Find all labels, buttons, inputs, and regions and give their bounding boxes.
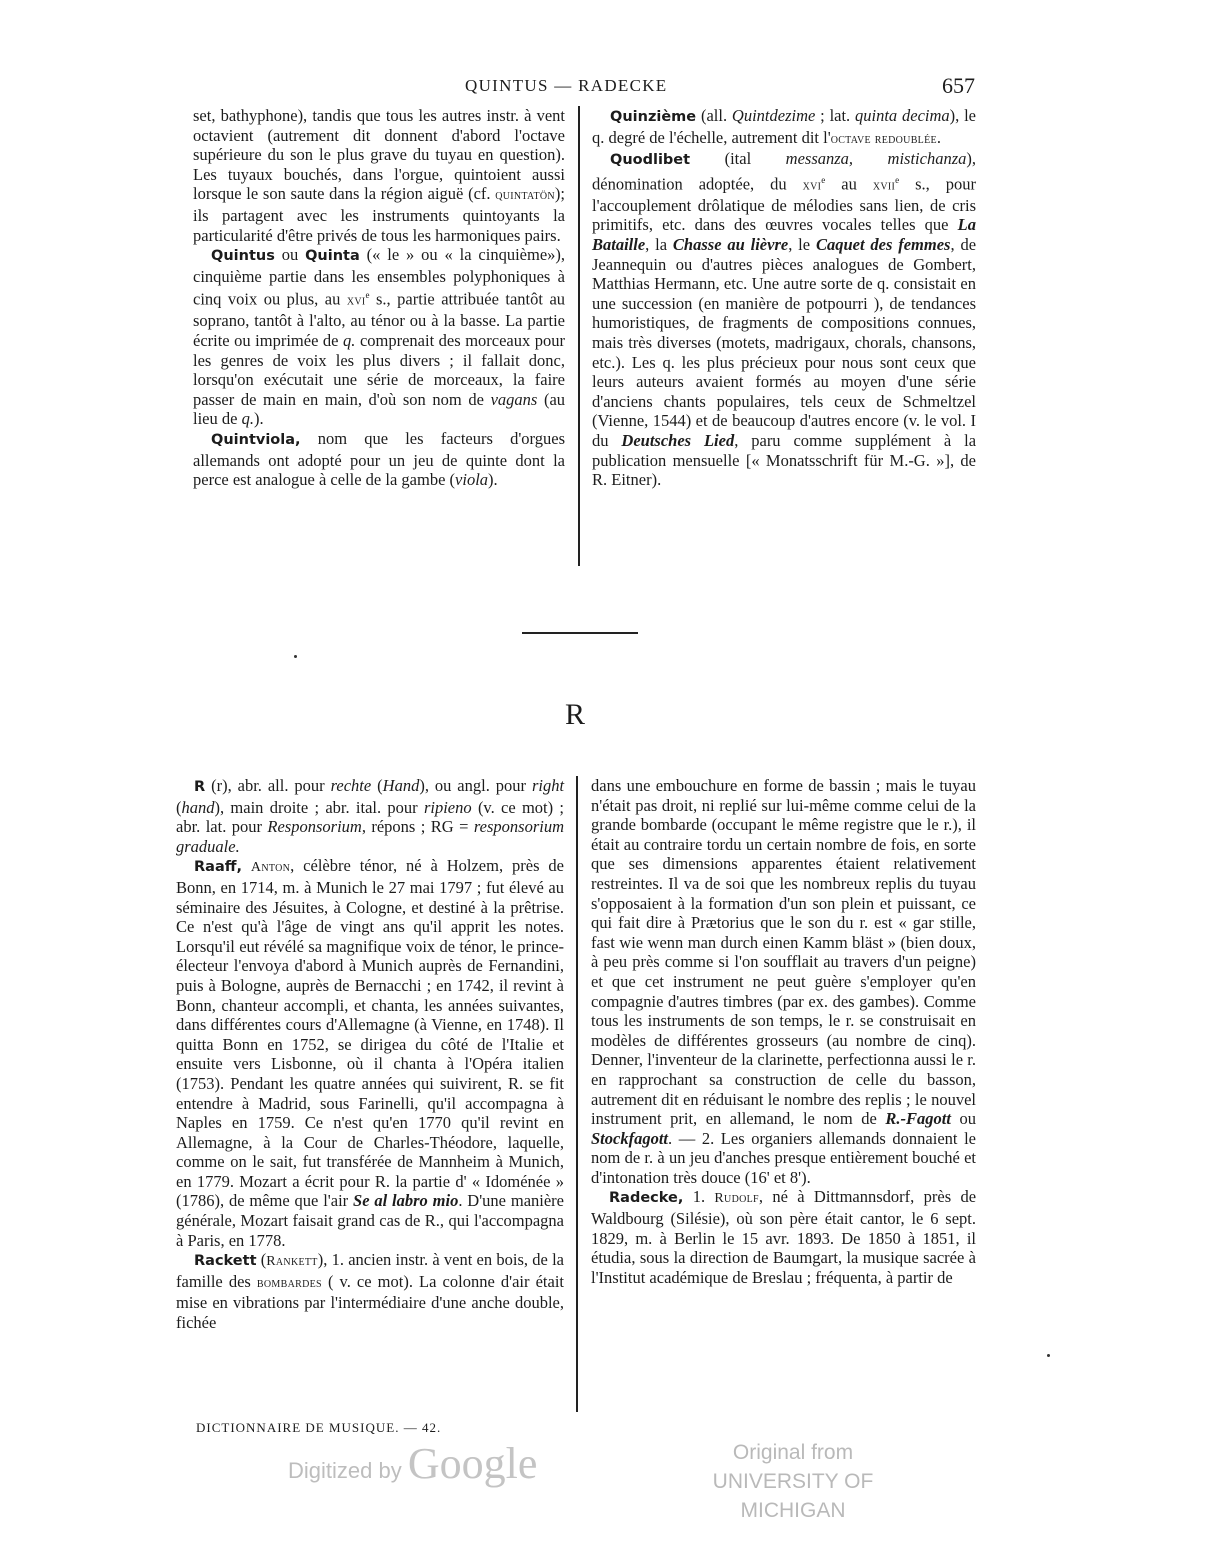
- column-bottom-right: [591, 776, 976, 1287]
- headword-rackett: Rackett: [194, 1253, 257, 1270]
- google-wordmark: Google: [407, 1439, 538, 1488]
- entry-quodlibet: Quodlibet (ital messanza, mistichanza), dénomination adoptée, du xvi$^e$ au xvii$^e$ s., pour l'accouplement drôlatique de mélodies sans lien, de cris primitifs, etc. dans des œuvres vocales telles que La Bataille, la Chasse au lièvre, le Caquet des femmes, de Jeannequin ou d'autres pièces analogues de Gombert, Matthias Hermann, etc. Une autre sorte de q. consistait en une succession (en manière de potpourri ), de tendances humoristiques, de fragments de compositions connues, mais très diverses (motets, madrigaux, chorals, chansons, etc.). Les q. les plus précieux pour nous sont ceux que leurs auteurs avaient formés au moyen d'une série d'anciens chants populaires, tels ceux de Schmeltzel (Vienne, 1544) et de beaucoup d'autres encore (v. le vol. I du Deutsches Lied, paru comme supplément à la publication mensuelle [« Monatsschrift für M.-G. »], de R. Eitner).: [592, 149, 977, 490]
- original-from-watermark: [668, 1438, 918, 1525]
- entry-r: R (r), abr. all. pour rechte (Hand), ou angl. pour right (hand), main droite ; abr. ital. pour ripieno (v. ce mot) ; abr. lat. pour Responsorium, répons ; RG = responsorium graduale.: [176, 776, 565, 856]
- scan-speck: [294, 655, 297, 658]
- headword-quinta: Quinta: [305, 248, 360, 265]
- headword-quintviola: Quintviola,: [211, 432, 301, 448]
- signature-line: DICTIONNAIRE DE MUSIQUE. — 42.: [196, 1420, 442, 1435]
- headword-raaff: Raaff,: [194, 859, 242, 876]
- headword-r: R: [194, 779, 206, 795]
- headword-radecke: Radecke,: [609, 1190, 684, 1207]
- entry-quintviola: Quintviola, nom que les facteurs d'orgues allemands ont adopté pour un jeu de quinte dont la perce est analogue à celle de la gambe (viola).: [193, 429, 565, 490]
- running-title: QUINTUS — RADECKE: [465, 76, 668, 95]
- section-separator-rule: [522, 632, 638, 634]
- section-letter: R: [564, 698, 585, 731]
- watermark-university-line: UNIVERSITY OF MICHIGAN: [712, 1470, 874, 1522]
- column-divider-bottom: [576, 776, 578, 1412]
- entry-quintus: Quintus ou Quinta (« le » ou « la cinquième»), cinquième partie dans les ensembles polyphoniques à cinq voix ou plus, au xvi$^e$ s., partie attribuée tantôt au soprano, tantôt à l'alto, au ténor ou à la basse. La partie écrite ou imprimée de q. comprenait des morceaux pour les genres de voix les plus divers ; il fallait donc, lorsqu'on exécutait une série de morceaux, la faire passer de main en main, d'où son nom de vagans (au lieu de q.).: [193, 245, 566, 429]
- watermark-prefix: Digitized by: [288, 1458, 402, 1483]
- page-number: 657: [942, 73, 975, 98]
- headword-quintus: Quintus: [211, 248, 275, 265]
- entry-continuation: set, bathyphone), tandis que tous les autres instr. à vent octavient (autrement dit donnent d'abord l'octave supérieure du son le plus grave du tuyau en question). Les tuyaux bouchés, dans l'orgue, quintoient aussi lorsque le son saute dans la région aiguë (cf. quintatön); ils partagent avec les instruments quintoyants la particularité d'être privés de tous les harmoniques pairs.: [193, 106, 565, 245]
- column-bottom-left: [176, 776, 564, 1333]
- entry-rackett-continued: dans une embouchure en forme de bassin ; mais le tuyau n'était pas droit, ni replié sur lui-même comme celui de la grande bombarde (occupant le même registre que le r.), il était au contraire tordu un certain nombre de fois, en sorte que ses dimensions apparentes étaient relativement restreintes. Il va de soi que les nombreux replis du tuyau s'opposaient à la formation d'un son plein et puissant, ce qui fait dire à Prætorius que le son du r. est « gar stille, fast wie wenn man durch einen Kamm bläst » (bien doux, à peu près comme si l'on soufflait au travers d'un peigne) et que cet instrument ne peut guère s'employer qu'en compagnie d'autres timbres (par ex. des gambes). Comme tous les instruments de son temps, le r. se construisait en modèles de différentes grosseurs (au nombre de cinq). Denner, l'inventeur de la clarinette, perfectionna aussi le r. en rapprochant sa construction de celle du basson, autrement dit en réduisant le nombre des replis ; le nouvel instrument prit, en allemand, le nom de R.-Fagott ou Stockfagott. — 2. Les organiers allemands donnaient le nom de r. à un jeu d'anches presque entièrement bouché et d'intonation très douce (16' et 8').: [591, 776, 977, 1187]
- entry-raaff: Raaff, Anton, célèbre ténor, né à Holzem, près de Bonn, en 1714, m. à Munich le 27 mai 1797 ; fut élevé au séminaire des Jésuites, à Cologne, et destiné à la prêtrise. Ce n'est qu'à l'âge de vingt ans qu'il apprit les notes. Lorsqu'il eut révélé sa magnifique voix de ténor, le prince-électeur l'envoya d'abord à Munich auprès de Fernandini, puis à Bologne, auprès de Bernacchi ; en 1742, il revint à Bonn, chanteur accompli, et chanta, les années suivantes, dans différentes cours d'Allemagne (à Vienne, en 1748). Il quitta Bonn en 1752, se dirigea du côté de l'Italie et ensuite vers Lisbonne, où il chanta à l'Opéra italien (1753). Pendant les quatre années qui suivirent, R. se fit entendre à Madrid, sous Farinelli, qu'il accompagna à Naples en 1759. Ce n'est qu'en 1770 qu'il revint en Allemagne, à la Cour de Charles-Théodore, laquelle, comme on le sait, fut transférée de Mannheim à Munich, en 1779. Mozart a écrit pour R. la partie d' « Idoménée » (1786), de même que l'air Se al labro mio. D'une manière générale, Mozart faisait grand cas de R., qui l'accompagna à Paris, en 1778.: [176, 856, 564, 1250]
- column-top-right: [592, 106, 976, 490]
- scan-speck: [1047, 1354, 1050, 1357]
- entry-radecke: Radecke, 1. Rudolf, né à Dittmannsdorf, près de Waldbourg (Silésie), où son père était cantor, le 6 sept. 1829, m. à Berlin le 15 avr. 1893. De 1850 à 1851, il étudia, sous la direction de Baumgart, la musique sacrée à l'Institut académique de Breslau ; fréquenta, à partir de: [591, 1187, 977, 1287]
- watermark-original-line: Original from: [732, 1441, 854, 1464]
- headword-quinzieme: Quinzième: [610, 109, 697, 125]
- column-top-left: [193, 106, 565, 490]
- column-divider-top: [578, 106, 580, 566]
- digitized-by-google-watermark: [288, 1438, 537, 1489]
- running-head: [465, 73, 985, 103]
- entry-rackett: Rackett (Rankett), 1. ancien instr. à vent en bois, de la famille des bombardes ( v. ce mot). La colonne d'air était mise en vibrations par l'intermédiaire d'une anche double, fichée: [176, 1250, 565, 1333]
- entry-quinzieme: Quinzième (all. Quintdezime ; lat. quinta decima), le q. degré de l'échelle, autrement dit l'octave redoublée.: [592, 106, 977, 147]
- headword-quodlibet: Quodlibet: [610, 152, 691, 169]
